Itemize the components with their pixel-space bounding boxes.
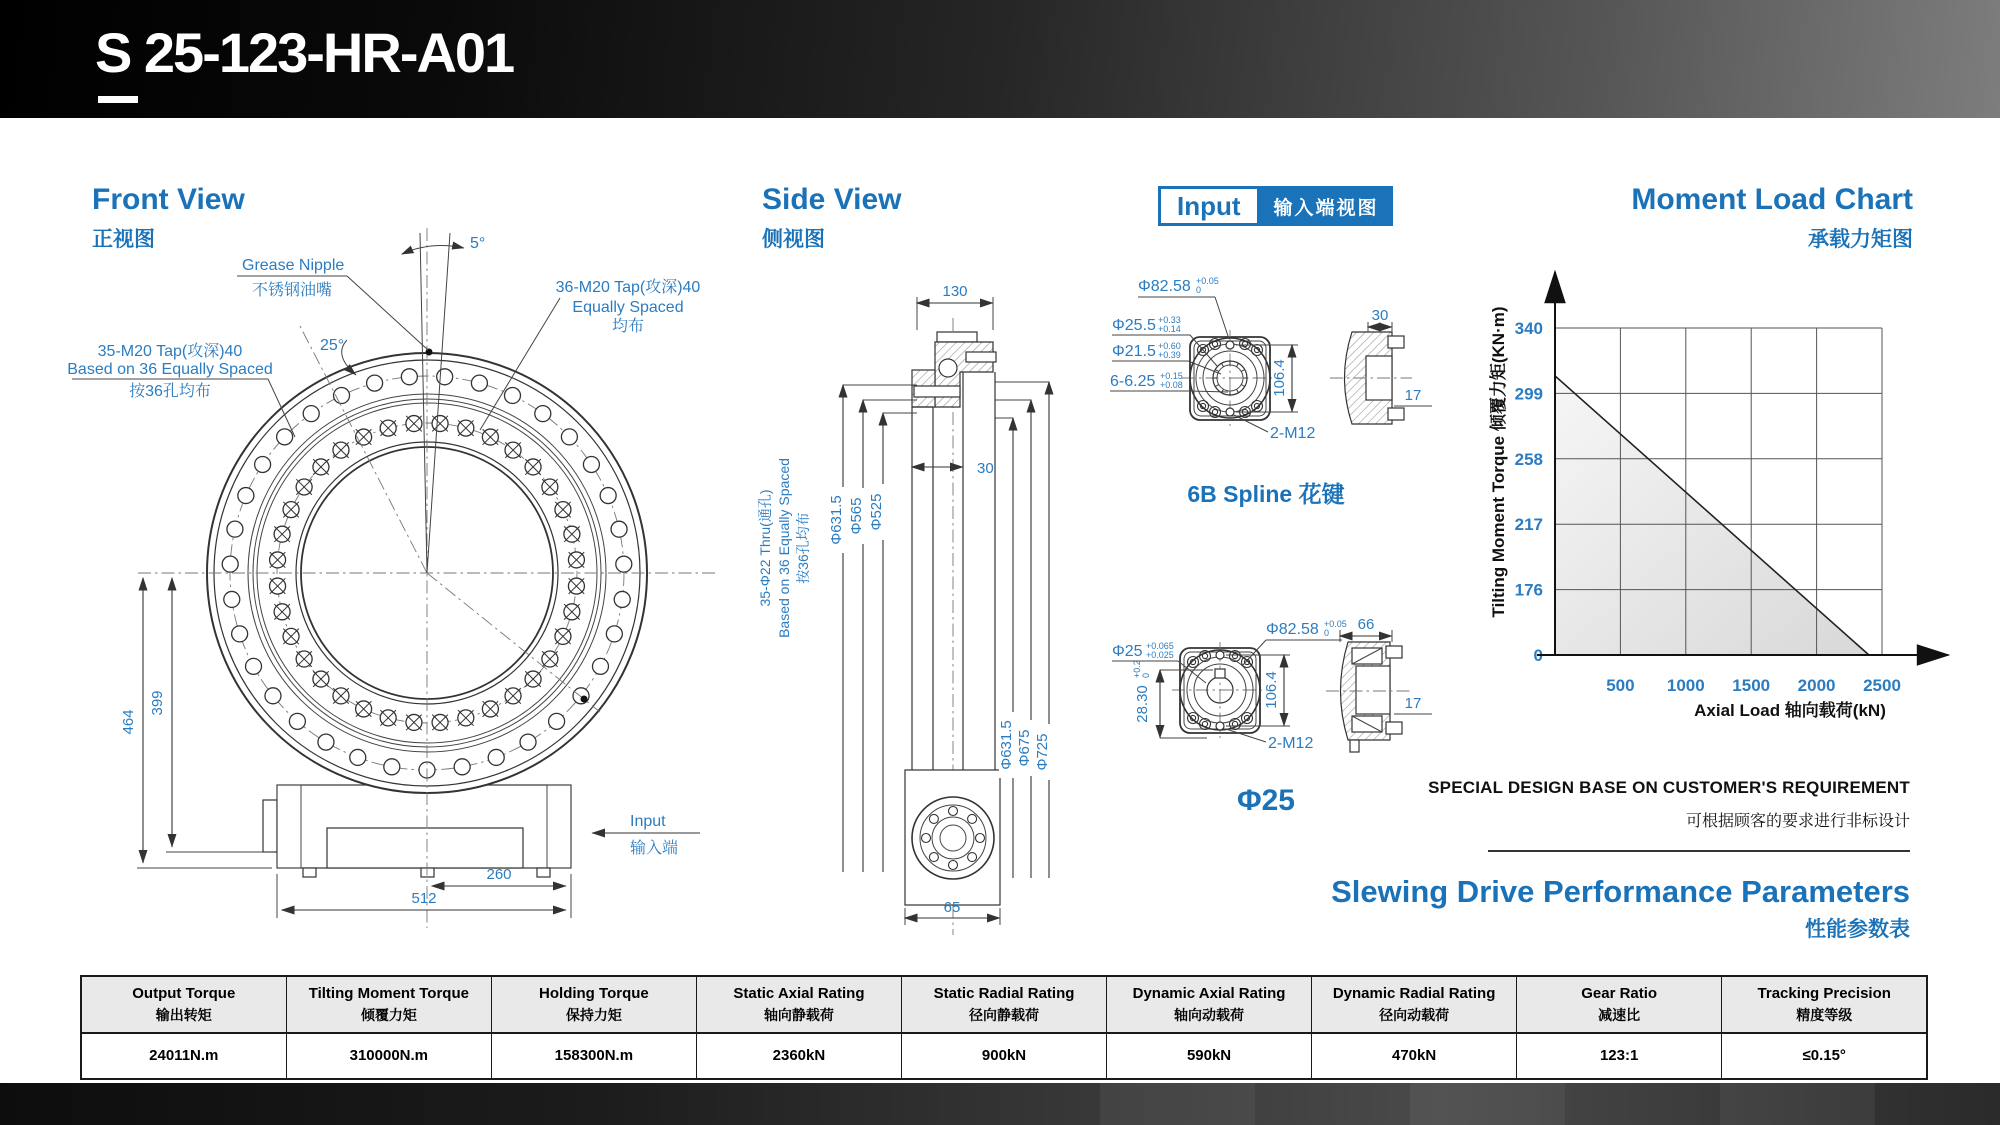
perf-value-cell: 310000N.m: [287, 1034, 491, 1078]
perf-header-cell: Tilting Moment Torque 倾覆力矩: [287, 977, 491, 1032]
front-angle-5-label: 5°: [470, 235, 486, 252]
chart-x-tick: 500: [1606, 676, 1635, 695]
dim-260-label: 260: [486, 866, 512, 883]
spline-dia4-label: 6-6.25: [1110, 373, 1156, 390]
performance-subtitle: 性能参数表: [1805, 918, 1910, 941]
perf-value-cell: 470kN: [1312, 1034, 1516, 1078]
tap35-label-1: 35-M20 Tap(攻深)40: [97, 343, 243, 360]
chart-y-axis-label: Tilting Moment Torque 倾覆力矩(KN·m): [1489, 306, 1508, 618]
special-design-note-en: SPECIAL DESIGN BASE ON CUSTOMER'S REQUIREMENT: [1428, 778, 1910, 797]
spline-dia2-tol-dn: +0.14: [1158, 324, 1181, 334]
perf-value-cell: 24011N.m: [82, 1034, 286, 1078]
thru-label-3: 按36孔均布: [795, 512, 811, 584]
dia-525-label: Φ525: [868, 493, 885, 531]
grease-nipple-dot-lower: [581, 696, 588, 703]
performance-parameters-table: [80, 975, 1928, 1080]
side-view-drawing: [757, 283, 1051, 935]
note-divider-line: [1488, 850, 1910, 852]
shaft-bolts-label: 2-M12: [1268, 735, 1314, 752]
footer-segment: [1410, 1083, 1565, 1125]
dim-464-label: 464: [120, 709, 137, 735]
thru-label-1: 35-Φ22 Thru(通孔): [757, 489, 773, 607]
input-spline-drawing: [1110, 276, 1432, 507]
perf-header-cell: Dynamic Axial Rating 轴向动载荷: [1107, 977, 1311, 1032]
grease-nipple-label-cn: 不锈钢油嘴: [252, 282, 333, 299]
spline-bolts-label: 2-M12: [1270, 425, 1316, 442]
chart-title: Moment Load Chart: [1631, 183, 1913, 216]
chart-y-tick: 176: [1514, 580, 1543, 600]
chart-x-tick: 2000: [1797, 676, 1836, 695]
perf-value-cell: 590kN: [1107, 1034, 1311, 1078]
side-dim-30-label: 30: [977, 460, 994, 477]
shaft-dia2-tol-up: +0.065: [1146, 641, 1174, 651]
special-design-note: [1428, 778, 1910, 831]
shaft-dim-17-label: 17: [1404, 695, 1422, 712]
spline-dia1-label: Φ82.58: [1138, 278, 1191, 295]
dia-631-right-label: Φ631.5: [998, 720, 1015, 770]
dim-399-label: 399: [149, 690, 166, 716]
front-view-drawing: [67, 228, 718, 928]
perf-value-cell: 900kN: [902, 1034, 1106, 1078]
shaft-dia2-tol-dn: +0.025: [1146, 650, 1174, 660]
chart-y-tick: 299: [1514, 384, 1543, 404]
shaft-dim-66-label: 66: [1357, 616, 1375, 633]
perf-header-cell: Output Torque 输出转矩: [82, 977, 286, 1032]
tap36-label-3: 均布: [611, 318, 645, 335]
spline-dia3-tol-up: +0.60: [1158, 341, 1181, 351]
input-shaft-drawing: [1112, 616, 1432, 817]
perf-header-cell: Gear Ratio 减速比: [1517, 977, 1721, 1032]
chart-y-tick: 217: [1514, 515, 1543, 535]
perf-header-cell: Static Axial Rating 轴向静载荷: [697, 977, 901, 1032]
side-view-subtitle: 侧视图: [762, 228, 825, 251]
front-input-label-cn: 输入端: [630, 840, 679, 857]
dia-725-label: Φ725: [1034, 733, 1051, 771]
front-view-subtitle: 正视图: [92, 228, 155, 251]
spline-dim-17-label: 17: [1404, 387, 1422, 404]
tap35-label-2: Based on 36 Equally Spaced: [67, 361, 273, 378]
input-badge-en: Input: [1158, 186, 1260, 226]
special-design-note-cn: 可根据顾客的要求进行非标设计: [1685, 813, 1910, 830]
chart-x-tick: 1500: [1732, 676, 1771, 695]
footer-bar: [0, 1083, 2000, 1125]
tap36-label-1: 36-M20 Tap(攻深)40: [555, 279, 701, 296]
front-input-label-en: Input: [630, 813, 666, 830]
shaft-dim-106-label: 106.4: [1263, 671, 1280, 709]
thru-label-2: Based on 36 Equally Spaced: [776, 458, 792, 638]
spline-dia2-tol-up: +0.33: [1158, 315, 1181, 325]
shaft-dia1-tol-up: +0.05: [1324, 619, 1347, 629]
chart-x-axis-label: Axial Load 轴向载荷(kN): [1694, 701, 1886, 720]
spline-dia4-tol-dn: +0.08: [1160, 380, 1183, 390]
dim-130-label: 130: [942, 283, 968, 300]
grease-nipple-dot-top: [426, 349, 433, 356]
grease-nipple-label-en: Grease Nipple: [242, 257, 345, 274]
perf-value-cell: 123:1: [1517, 1034, 1721, 1078]
footer-segment: [1100, 1083, 1255, 1125]
dim-65-label: 65: [943, 899, 961, 916]
perf-header-cell: Tracking Precision 精度等级: [1722, 977, 1926, 1032]
perf-header-cell: Holding Torque 保持力矩: [492, 977, 696, 1032]
performance-section-header: [1331, 876, 1910, 943]
spline-dim-106-label: 106.4: [1271, 359, 1288, 397]
spline-dia2-label: Φ25.5: [1112, 317, 1156, 334]
perf-header-cell: Static Radial Rating 径向静载荷: [902, 977, 1106, 1032]
perf-value-cell: 158300N.m: [492, 1034, 696, 1078]
shaft-depth-tol-up: +0.2: [1132, 660, 1142, 678]
shaft-dia1-label: Φ82.58: [1266, 621, 1319, 638]
footer-segment: [1720, 1083, 1875, 1125]
shaft-depth-label: 28.30: [1134, 685, 1151, 723]
shaft-dia2-label: Φ25: [1112, 643, 1143, 660]
shaft-caption: Φ25: [1237, 784, 1295, 817]
performance-title: Slewing Drive Performance Parameters: [1331, 874, 1910, 909]
perf-value-cell: 2360kN: [697, 1034, 901, 1078]
shaft-depth-tol-dn: 0: [1141, 672, 1151, 678]
chart-y-tick: 340: [1514, 319, 1543, 338]
front-view-title: Front View: [92, 183, 245, 216]
spline-caption: 6B Spline 花键: [1187, 481, 1345, 507]
dia-631-left-label: Φ631.5: [828, 495, 845, 545]
spline-dia4-tol-up: +0.15: [1160, 371, 1183, 381]
spline-dia3-tol-dn: +0.39: [1158, 350, 1181, 360]
dia-675-label: Φ675: [1016, 729, 1033, 767]
chart-y-tick: 258: [1514, 449, 1543, 469]
input-badge-cn: 输入端视图: [1260, 186, 1393, 226]
tap36-label-2: Equally Spaced: [572, 299, 684, 316]
chart-x-tick: 2500: [1863, 676, 1901, 695]
chart-subtitle: 承载力矩图: [1808, 228, 1913, 251]
side-view-title: Side View: [762, 183, 902, 216]
dia-565-label: Φ565: [848, 497, 865, 535]
dim-512-label: 512: [411, 890, 437, 907]
front-angle-25-label: 25°: [320, 337, 345, 354]
spline-dia1-tol-dn: 0: [1196, 285, 1202, 295]
tap35-label-3: 按36孔均布: [129, 383, 211, 400]
perf-header-cell: Dynamic Radial Rating 径向动载荷: [1312, 977, 1516, 1032]
moment-load-chart: [1488, 272, 1948, 720]
spline-dia1-tol-up: +0.05: [1196, 276, 1219, 286]
shaft-dia1-tol-dn: 0: [1324, 628, 1330, 638]
perf-value-cell: ≤0.15°: [1722, 1034, 1926, 1078]
spline-dim-30-label: 30: [1371, 307, 1389, 324]
chart-y-tick: 0: [1533, 646, 1543, 665]
product-model-title: S 25-123-HR-A01: [95, 21, 514, 84]
chart-x-tick: 1000: [1666, 676, 1705, 695]
spline-dia3-label: Φ21.5: [1112, 343, 1156, 360]
